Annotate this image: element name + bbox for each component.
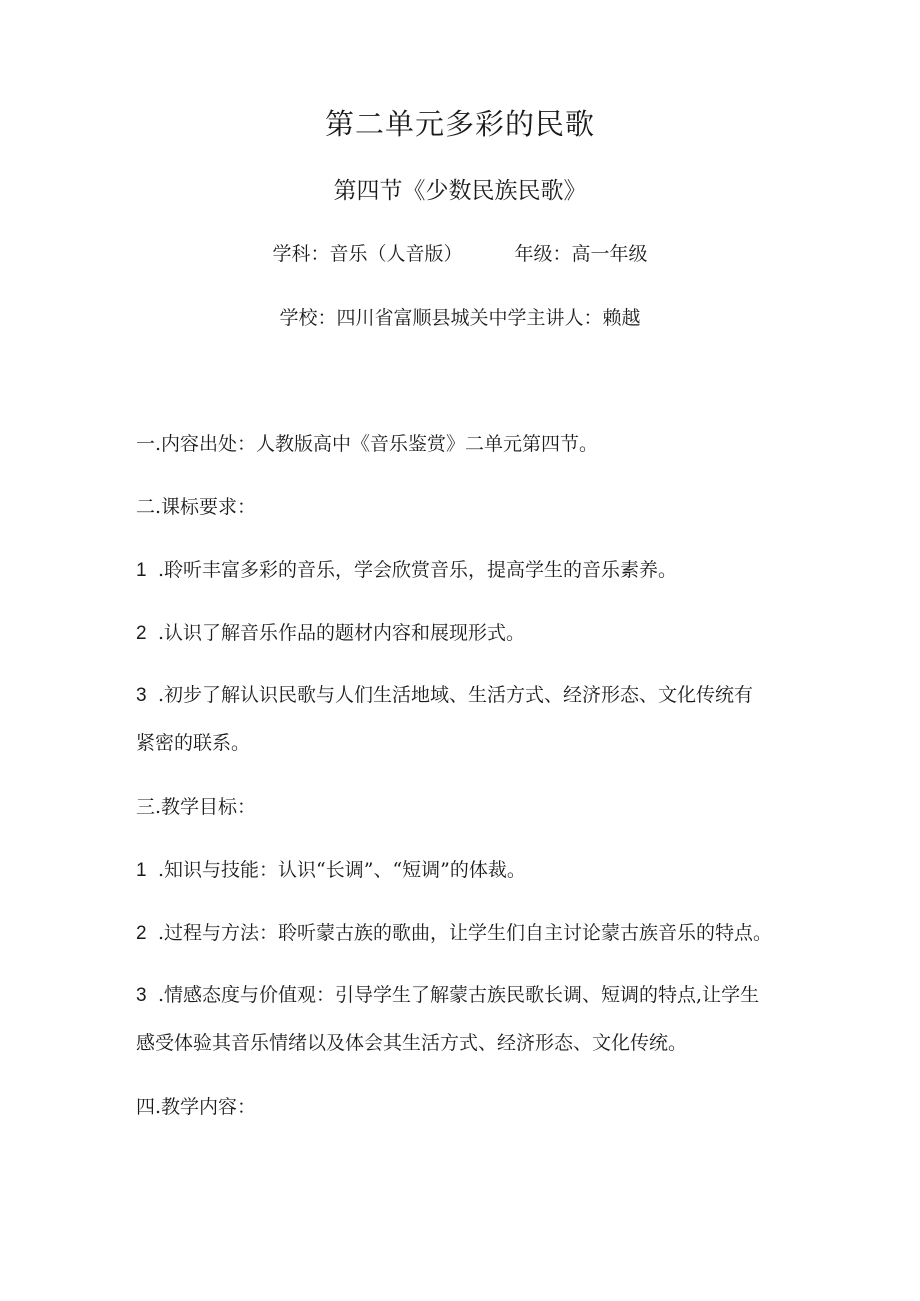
item-text: .情感态度与价值观：引导学生了解蒙古族民歌长调、短调的特点,让学生 (158, 984, 760, 1006)
grade-label: 年级：高一年级 (514, 243, 648, 265)
objective-item-2 (136, 918, 816, 949)
subject-grade-line (0, 239, 920, 269)
item-number: 3 (136, 985, 147, 1006)
item-text: .过程与方法：聆听蒙古族的歌曲，让学生们自主讨论蒙古族音乐的特点。 (158, 922, 773, 944)
section-content-source: 一.内容出处：人教版高中《音乐鉴赏》二单元第四节。 (136, 433, 599, 455)
item-number: 3 (136, 685, 147, 706)
objective-item-3-continued: 感受体验其音乐情绪以及体会其生活方式、经济形态、文化传统。 (136, 1032, 688, 1054)
item-number: 1 (136, 860, 147, 881)
curriculum-item-3 (136, 680, 816, 711)
item-text: .初步了解认识民歌与人们生活地域、生活方式、经济形态、文化传统有 (158, 684, 754, 706)
school-speaker-line: 学校：四川省富顺县城关中学主讲人：赖越 (279, 307, 641, 329)
curriculum-item-2 (136, 618, 816, 649)
curriculum-item-1 (136, 555, 816, 586)
item-number: 2 (136, 923, 147, 944)
document-subtitle: 第四节《少数民族民歌》 (333, 178, 587, 204)
curriculum-item-3-continued: 紧密的联系。 (136, 732, 251, 754)
item-text: .认识了解音乐作品的题材内容和展现形式。 (158, 622, 526, 644)
subject-label: 学科：音乐（人音版） (272, 243, 463, 265)
section-teaching-content-heading: 四.教学内容： (136, 1096, 257, 1118)
section-curriculum-heading: 二.课标要求： (136, 496, 257, 518)
item-number: 2 (136, 623, 147, 644)
objective-item-3 (136, 980, 816, 1011)
item-text: .聆听丰富多彩的音乐，学会欣赏音乐，提高学生的音乐素养。 (158, 559, 678, 581)
item-text: .知识与技能：认识“长调”、“短调”的体裁。 (158, 859, 526, 881)
document-title: 第二单元多彩的民歌 (324, 107, 595, 141)
section-objectives-heading: 三.教学目标： (136, 796, 257, 818)
item-number: 1 (136, 560, 147, 581)
objective-item-1 (136, 855, 816, 886)
